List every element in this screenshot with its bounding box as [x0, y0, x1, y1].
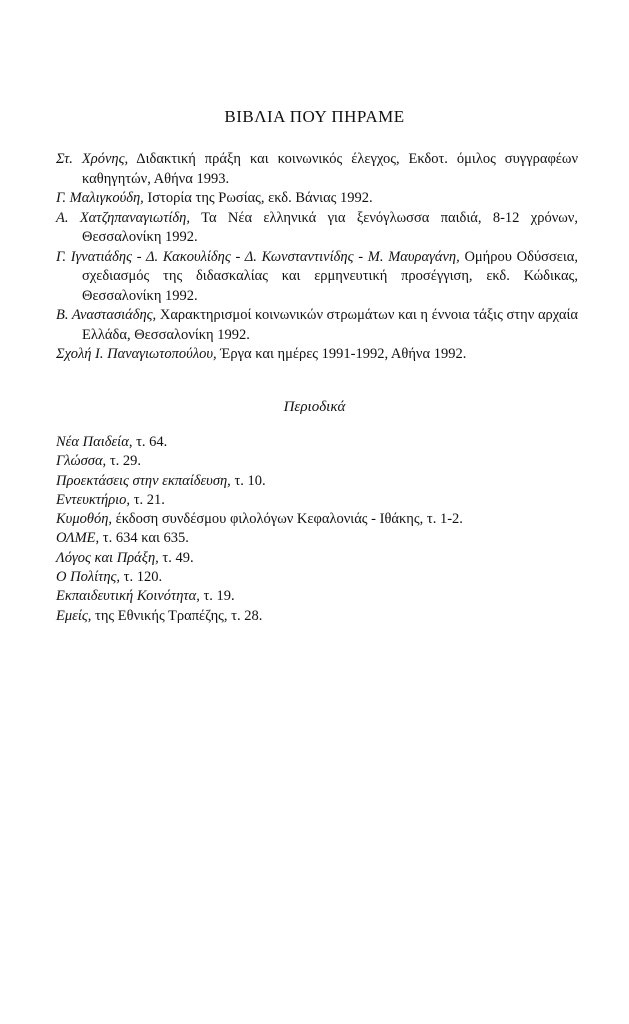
- periodicals-list: [56, 433, 578, 626]
- periodical-entry: [56, 568, 578, 587]
- book-entry: [56, 150, 578, 189]
- book-author: Γ. Ιγνατιάδης - Δ. Κακουλίδης - Δ. Κωνσταντινίδης - Μ. Μαυραγάνη,: [56, 248, 460, 265]
- periodical-entry: [56, 549, 578, 568]
- periodical-issue: τ. 64.: [132, 434, 168, 450]
- book-author: Σχολή Ι. Παναγιωτοπούλου,: [56, 346, 217, 362]
- periodical-entry: [56, 452, 578, 471]
- periodical-name: ΟΛΜΕ,: [56, 530, 100, 547]
- book-details: Έργα και ημέρες 1991-1992, Αθήνα 1992.: [216, 346, 467, 362]
- periodical-entry: [56, 491, 578, 510]
- periodical-issue: τ. 21.: [130, 491, 165, 508]
- periodical-name: Ο Πολίτης,: [56, 569, 121, 586]
- page-title: ΒΙΒΛΙΑ ΠΟΥ ΠΗΡΑΜΕ: [224, 107, 405, 126]
- book-author: Β. Αναστασιάδης,: [56, 307, 157, 323]
- book-entry: [56, 345, 578, 365]
- book-details: Χαρακτηρισμοί κοινωνικών στρωμάτων και η έννοια τάξις στην αρχαία Ελλάδα, Θεσσαλονίκη 1992.: [82, 307, 578, 343]
- periodical-name: Κυμοθόη,: [56, 511, 113, 528]
- periodical-name: Εμείς,: [56, 607, 92, 624]
- periodical-name: Νέα Παιδεία,: [56, 434, 133, 450]
- book-entry: [56, 248, 578, 307]
- periodical-issue: τ. 634 και 635.: [99, 530, 189, 547]
- periodical-entry: [56, 607, 578, 626]
- periodical-entry: [56, 529, 578, 548]
- periodical-issue: τ. 120.: [120, 569, 163, 586]
- periodical-name: Λόγος και Πράξη,: [56, 549, 159, 566]
- periodical-name: Εκπαιδευτική Κοινότητα,: [56, 588, 200, 605]
- periodicals-heading: Περιοδικά: [283, 399, 346, 415]
- periodical-issue: τ. 19.: [199, 588, 235, 605]
- book-author: Α. Χατζηπαναγιωτίδη,: [56, 209, 190, 226]
- periodical-entry: [56, 433, 578, 452]
- periodical-name: Γλώσσα,: [56, 453, 107, 470]
- periodical-entry: [56, 587, 578, 606]
- book-entry: [56, 209, 578, 248]
- periodical-name: Προεκτάσεις στην εκπαίδευση,: [56, 472, 231, 489]
- book-details: Διδακτική πράξη και κοινωνικός έλεγχος, Εκδοτ. όμιλος συγγραφέων καθηγητών, Αθήνα 1993.: [82, 151, 579, 187]
- book-author: Στ. Χρόνης,: [56, 151, 129, 167]
- periodical-entry: [56, 510, 578, 529]
- periodical-issue: τ. 10.: [230, 472, 266, 489]
- book-details: Τα Νέα ελληνικά για ξενόγλωσσα παιδιά, 8-12 χρόνων, Θεσσαλονίκη 1992.: [82, 209, 578, 245]
- book-entry: [56, 189, 578, 209]
- periodical-issue: έκδοση συνδέσμου φιλολόγων Κεφαλονιάς - Ιθάκης, τ. 1-2.: [112, 511, 463, 528]
- book-details: Ομήρου Οδύσσεια, σχεδιασμός της διδασκαλίας και ερμηνευτική προσέγγιση, εκδ. Κώδικας, Θεσσαλονίκη 1992.: [82, 248, 578, 304]
- book-author: Γ. Μαλιγκούδη,: [56, 190, 144, 206]
- periodical-entry: [56, 472, 578, 491]
- book-details: Ιστορία της Ρωσίας, εκδ. Βάνιας 1992.: [143, 190, 373, 206]
- periodical-issue: τ. 29.: [106, 453, 142, 470]
- periodical-name: Εντευκτήριο,: [56, 491, 131, 508]
- book-list: [56, 150, 578, 365]
- periodical-issue: τ. 49.: [158, 549, 194, 566]
- book-entry: [56, 306, 578, 345]
- periodical-issue: της Εθνικής Τραπέζης, τ. 28.: [91, 607, 263, 624]
